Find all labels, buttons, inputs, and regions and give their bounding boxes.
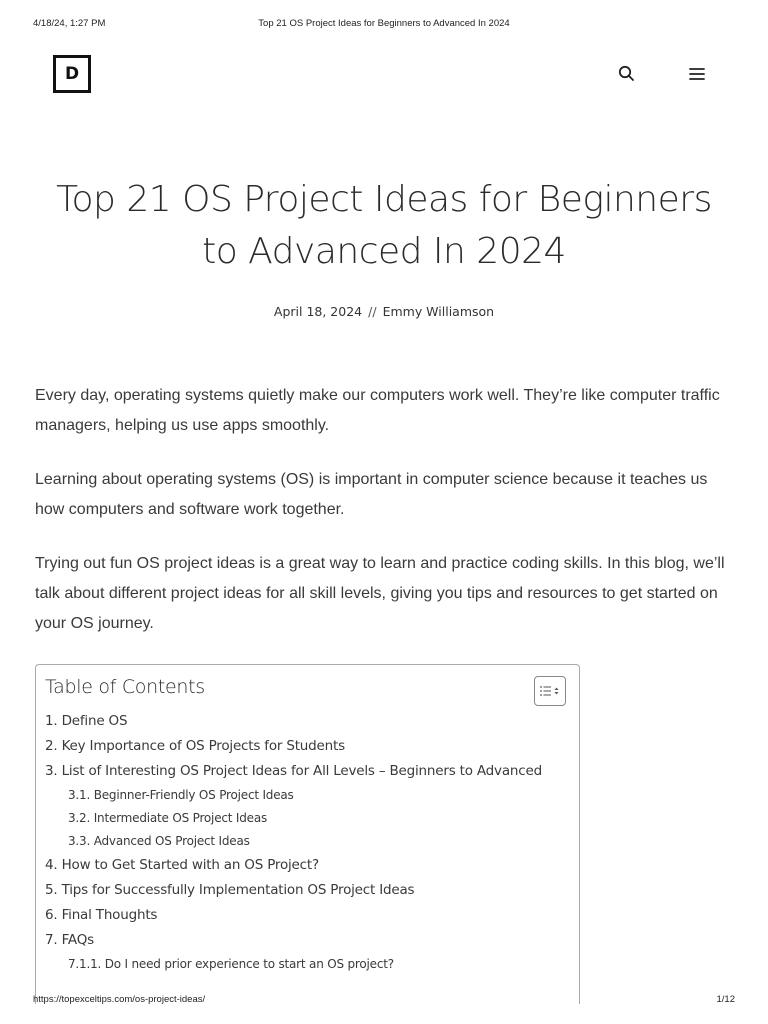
toc-sublink[interactable]: 3.1. Beginner-Friendly OS Project Ideas [68, 788, 294, 802]
author-link[interactable]: Emmy Williamson [382, 304, 495, 319]
article-title: Top 21 OS Project Ideas for Beginners to Advanced In 2024 [56, 179, 712, 272]
search-button[interactable] [617, 64, 637, 84]
toc-link[interactable]: 1. Define OS [45, 713, 128, 729]
toc-title: Table of Contents [45, 676, 205, 698]
logo-letter: D [64, 63, 80, 84]
toc-toggle-button[interactable] [534, 676, 566, 706]
toc-sublink[interactable]: 3.3. Advanced OS Project Ideas [68, 834, 250, 848]
article-meta [0, 304, 768, 319]
intro-paragraph-3: Trying out fun OS project ideas is a great way to learn and practice coding skills. In this blog, we’ll talk about different project ideas for all skill levels, giving you tips and resources to get started on your OS journey. [35, 555, 725, 632]
print-datetime: 4/18/24, 1:27 PM [33, 18, 106, 29]
site-logo[interactable] [53, 55, 91, 93]
meta-separator: // [368, 304, 377, 319]
hamburger-menu-icon [688, 66, 706, 82]
toc-link[interactable]: 6. Final Thoughts [45, 907, 158, 923]
table-of-contents [35, 664, 580, 1004]
toc-sublink[interactable]: 7.1.1. Do I need prior experience to start an OS project? [68, 957, 394, 971]
intro-paragraph-2: Learning about operating systems (OS) is important in computer science because it teaches us how computers and software work together. [35, 471, 708, 518]
toc-link[interactable]: 7. FAQs [45, 932, 94, 948]
print-page-count: 1/12 [716, 994, 735, 1005]
toc-link[interactable]: 2. Key Importance of OS Projects for Students [45, 738, 345, 754]
search-icon [617, 64, 637, 84]
menu-button[interactable] [688, 66, 706, 82]
publish-date: April 18, 2024 [273, 304, 363, 319]
print-document-title: Top 21 OS Project Ideas for Beginners to Advanced In 2024 [258, 18, 510, 29]
toc-sublink[interactable]: 3.2. Intermediate OS Project Ideas [68, 811, 268, 825]
intro-paragraph-1: Every day, operating systems quietly make our computers work well. They’re like computer traffic managers, helping us use apps smoothly. [35, 387, 720, 434]
list-toggle-icon [539, 684, 561, 698]
toc-list [45, 709, 575, 976]
print-url: https://topexceltips.com/os-project-ideas/ [33, 994, 206, 1005]
toc-link[interactable]: 3. List of Interesting OS Project Ideas for All Levels – Beginners to Advanced [45, 763, 542, 779]
toc-link[interactable]: 4. How to Get Started with an OS Project? [45, 857, 319, 873]
toc-link[interactable]: 5. Tips for Successfully Implementation OS Project Ideas [45, 882, 415, 898]
